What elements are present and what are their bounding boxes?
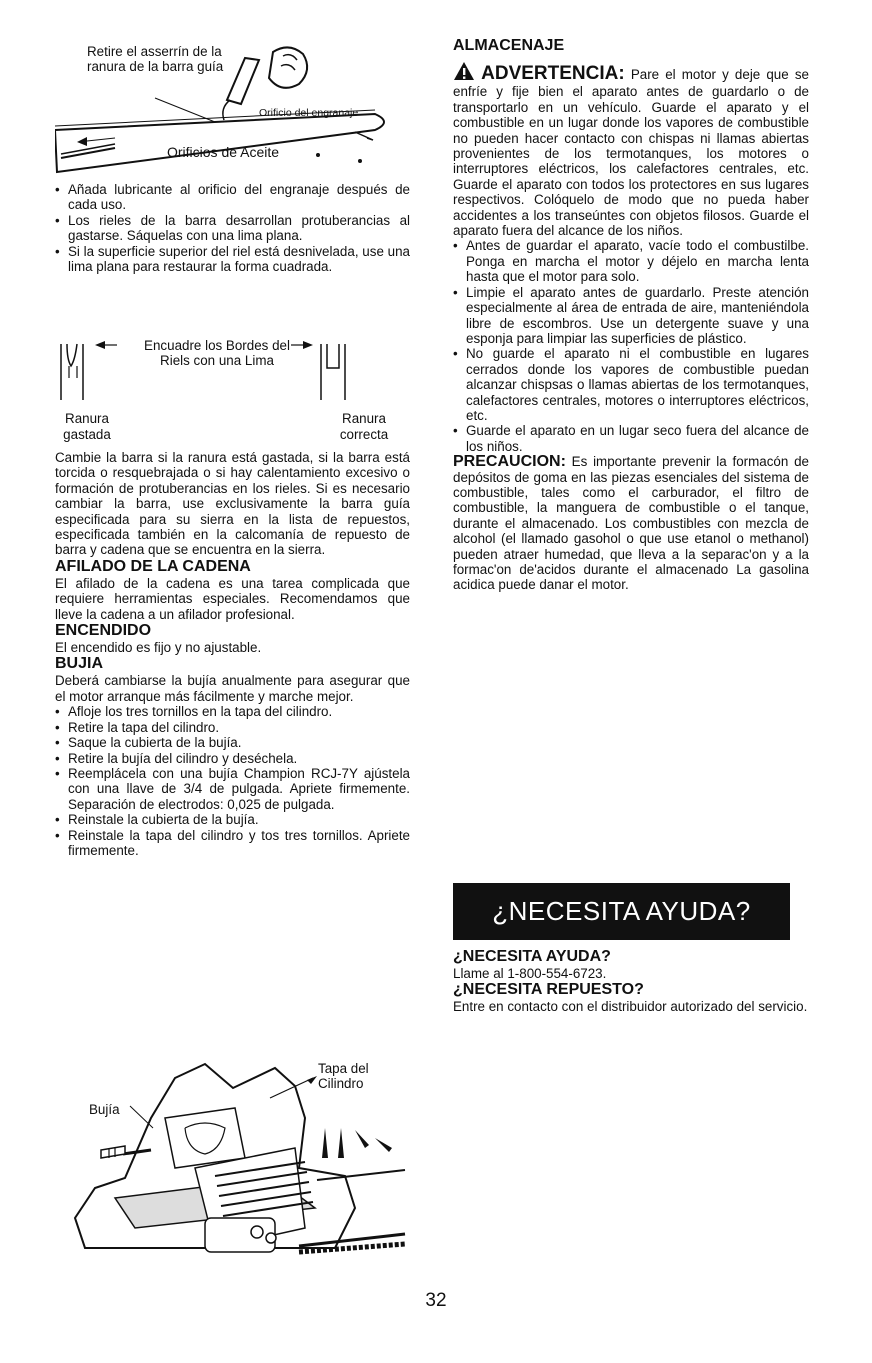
list-item: • Reemplácela con una bujía Champion RCJ-7Y ajústela con una llave de 3/4 de pulgada. Apriete firmemente. Separación de electrodos: 0,025 de pulgada. [55,766,410,812]
list-item: • Reinstale la cubierta de la bujía. [55,812,410,827]
label-spark-plug: Bujía [89,1102,120,1117]
page-number: 32 [425,1290,447,1311]
label-square-edges: Encuadre los Bordes del Riels con una Lima [144,338,290,368]
help-phone: Llame al 1-800-554-6723. [453,966,607,981]
guide-bar-figure [55,30,410,188]
spark-plug-steps [55,704,410,858]
sharpen-paragraph: El afilado de la cadena es una tarea complicada que requiere herramientas especiales. Recomendamos que lleve la cadena a un afilador profesional. [55,575,410,622]
list-item: • Retire la tapa del cilindro. [55,720,410,735]
caution-label: PRECAUCION: [453,453,566,471]
warning-text: Pare el motor y deje que se enfríe y fije bien el aparato antes de guardarlo o de transportarlo en un vehículo. Guarde el aparato y el combustible en un lugar donde los vapores de combustible no pueden hacer contacto con chispas ni llamas abiertas provenientes de los termotanques, los motores o interruptores eléctricos, los calefactores centrales, etc. Guarde el aparato con todos los protectores en sus lugares respectivos. Colóquelo de modo que no pueda haber accidentes a los transeúntes con objetos filosos. Guarde el aparato fuera del alcance de los niños. [453,67,809,239]
label-sprocket-hole: Orificio del engranaje [259,107,359,119]
list-item: • Limpie el aparato antes de guardarlo. Preste atención especialmente al área de entrada de aire, manteniéndola libre de escombros. Use un detergente suave y una esponja para limpiar las superficies de plástico. [453,285,809,347]
caution-paragraph [453,454,809,593]
spark-plug-heading: BUJIA [55,655,104,673]
list-item: • Afloje los tres tornillos en la tapa del cilindro. [55,704,410,719]
bar-maintenance-list [55,182,410,274]
help-section [453,948,809,1015]
caution-text: Es importante prevenir la formacón de depósitos de goma en las piezas esenciales del sistema de combustible, tales como el carburador, el filtro de combustible, la manguera de combustible o el tanque, durante el almacenado. Los combustibles con mezcla de alcohol (el llamado gasohol o que use etanol o methanol) pueden atraer humedad, que lleva a la separac'on y a la formac'on de'acidos durante el almacenado La gasolina acidica puede danar el motor. [453,454,809,593]
list-item: • Si la superficie superior del riel está desnivelada, use una lima plana para restaurar la forma cuadrada. [55,244,410,275]
help-banner: ¿NECESITA AYUDA? [453,883,790,940]
ignition-paragraph: El encendido es fijo y no ajustable. [55,640,262,656]
left-text-flow [55,450,410,858]
parts-text: Entre en contacto con el distribuidor autorizado del servicio. [453,999,808,1015]
list-item: • Retire la bujía del cilindro y deséchela. [55,751,410,766]
label-worn-groove: Ranura gastada [63,411,111,442]
ignition-heading: ENCENDIDO [55,622,152,640]
spark-plug-paragraph: Deberá cambiarse la bujía anualmente para asegurar que el motor arranque más fácilmente y marche mejor. [55,673,410,704]
list-item: • Antes de guardar el aparato, vacíe todo el combustilbe. Ponga en marcha el motor y déjelo en marcha lenta hasta que el motor para solo. [453,238,809,284]
warning-icon [453,61,475,84]
warning-paragraph [453,61,809,238]
parts-heading: ¿NECESITA REPUESTO? [453,981,644,999]
help-heading: ¿NECESITA AYUDA? [453,948,611,965]
replace-bar-paragraph: Cambie la barra si la ranura está gastada, si la barra está torcida o resquebrajada o si hay calentamiento excesivo o formación de protuberancias en los rieles. Si es necesario cambiar la barra, use exclusivamente la barra guía especificada para su sierra en la lista de repuestos, especificada también en la calcomanía de repuesto de barra y cadena que se encuentra en la sierra. [55,450,410,558]
storage-list [453,238,809,454]
warning-label: ADVERTENCIA: [481,63,625,84]
sharpen-heading: AFILADO DE LA CADENA [55,557,251,575]
list-item: • No guarde el aparato ni el combustible en lugares cerrados donde los vapores de combustible puedan alcanzar chispsas o llamas abiertas de los termotanques, calefactores centrales, motores o interruptores eléctricos, etc. [453,346,809,423]
list-item: • Los rieles de la barra desarrollan protuberancias al gastarse. Sáquelas con una lima plana. [55,213,410,244]
groove-figure [55,338,410,448]
list-item: • Añada lubricante al orificio del engranaje después de cada uso. [55,182,410,213]
list-item: • Reinstale la tapa del cilindro y tos tres tornillos. Apriete firmemente. [55,828,410,859]
label-cylinder-cover: Tapa del Cilindro [318,1061,369,1091]
label-remove-sawdust: Retire el asserrín de la ranura de la barra guía [87,44,224,74]
label-correct-groove: Ranura correcta [339,411,389,442]
label-oil-holes: Orificios de Aceite [167,144,280,160]
right-text-flow [453,37,809,593]
storage-heading: ALMACENAJE [453,37,565,54]
list-item: • Saque la cubierta de la bujía. [55,735,410,750]
list-item: • Guarde el aparato en un lugar seco fuera del alcance de los niños. [453,423,809,454]
cylinder-cover-figure [55,1058,410,1258]
